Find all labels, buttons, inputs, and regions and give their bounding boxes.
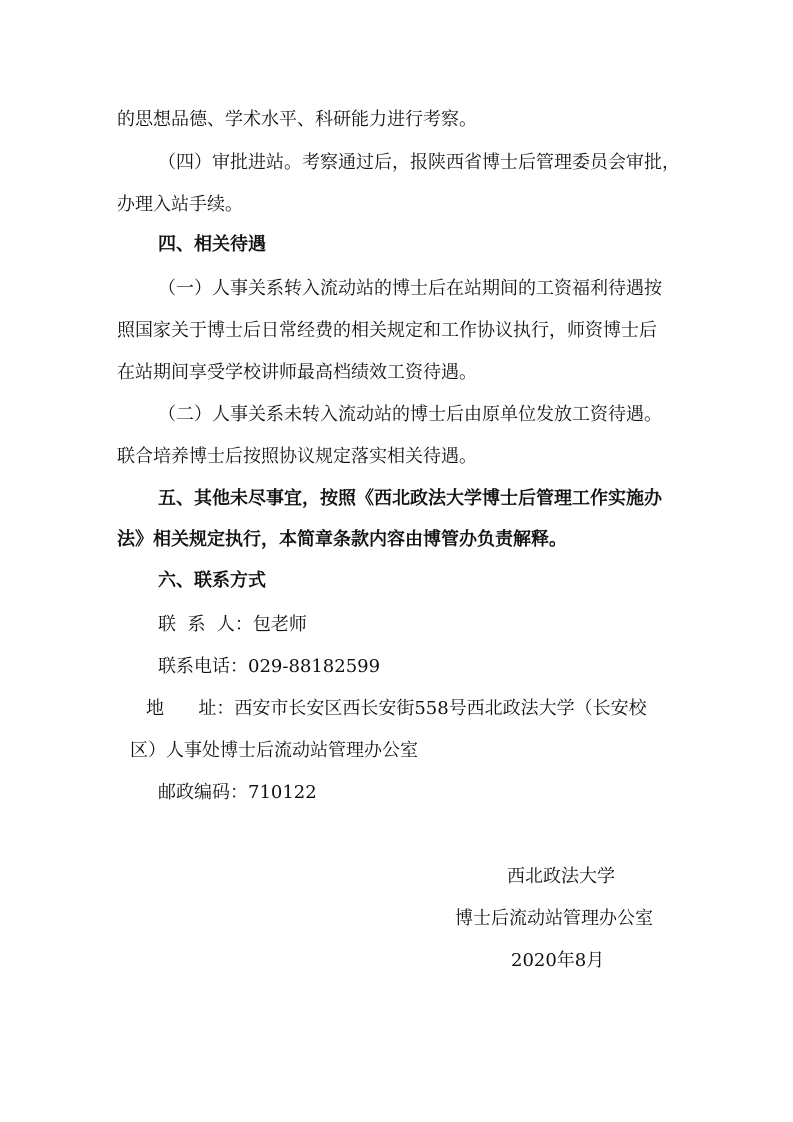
section-heading-benefits: 四、相关待遇 xyxy=(158,234,266,255)
signature-office: 博士后流动站管理办公室 xyxy=(455,908,653,929)
text-line-2: （四）审批进站。考察通过后，报陕西省博士后管理委员会审批， xyxy=(158,152,680,173)
text-line-6: 照国家关于博士后日常经费的相关规定和工作协议执行，师资博士后 xyxy=(117,320,657,341)
text-line-3: 办理入站手续。 xyxy=(117,194,243,215)
contact-postcode: 邮政编码：710122 xyxy=(158,782,317,803)
contact-person: 联 系 人：包老师 xyxy=(158,614,307,635)
text-line-9: 联合培养博士后按照协议规定落实相关待遇。 xyxy=(117,446,477,467)
signature-org: 西北政法大学 xyxy=(507,866,615,887)
text-line-7: 在站期间享受学校讲师最高档绩效工资待遇。 xyxy=(117,362,477,383)
text-line-5: （一）人事关系转入流动站的博士后在站期间的工资福利待遇按 xyxy=(158,278,662,299)
section-heading-contact: 六、联系方式 xyxy=(158,570,266,591)
signature-date: 2020年8月 xyxy=(511,950,605,971)
contact-address: 地 址：西安市长安区西长安街558号西北政法大学（长安校 xyxy=(146,698,647,719)
text-line-1: 的思想品德、学术水平、科研能力进行考察。 xyxy=(117,109,477,130)
text-line-8: （二）人事关系未转入流动站的博士后由原单位发放工资待遇。 xyxy=(158,404,662,425)
text-line-11: 法》相关规定执行，本简章条款内容由博管办负责解释。 xyxy=(117,529,567,550)
section-heading-other: 五、其他未尽事宜，按照《西北政法大学博士后管理工作实施办 xyxy=(158,488,662,509)
contact-phone: 联系电话：029-88182599 xyxy=(158,656,381,677)
contact-address-cont: 区）人事处博士后流动站管理办公室 xyxy=(130,740,418,761)
